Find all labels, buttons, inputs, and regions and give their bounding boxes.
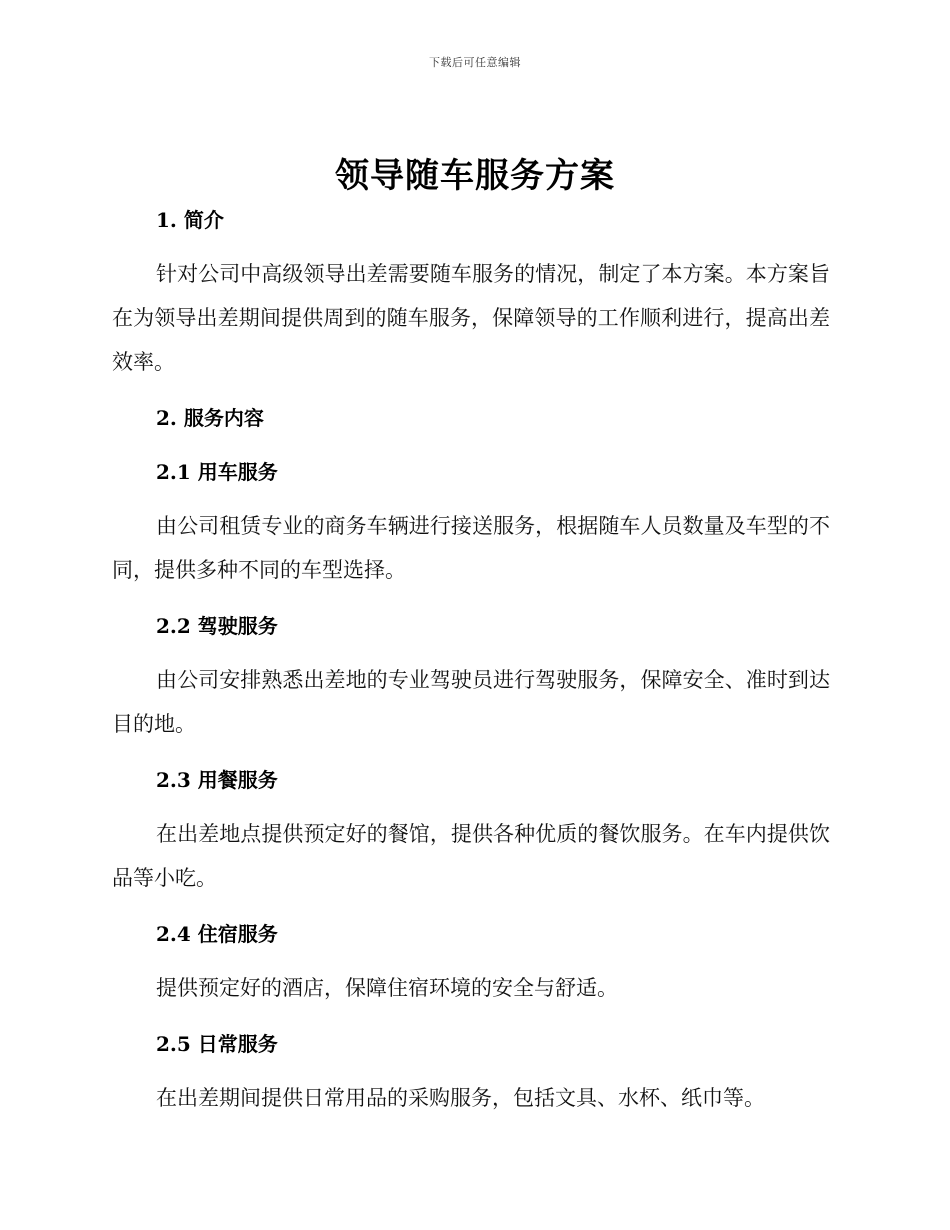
section-heading-lodging: 2.4 住宿服务	[156, 922, 278, 946]
section-text-daily: 在出差期间提供日常用品的采购服务，包括文具、水杯、纸巾等。	[156, 1086, 765, 1110]
section-heading-driving: 2.2 驾驶服务	[156, 614, 278, 638]
document-body	[112, 200, 830, 1120]
section-text-dining: 在出差地点提供预定好的餐馆，提供各种优质的餐饮服务。在车内提供饮品等小吃。	[112, 822, 830, 890]
section-text-lodging: 提供预定好的酒店，保障住宿环境的安全与舒适。	[156, 976, 618, 1000]
section-heading-car: 2.1 用车服务	[156, 460, 278, 484]
section-heading-dining: 2.3 用餐服务	[156, 768, 278, 792]
section-heading-daily: 2.5 日常服务	[156, 1032, 278, 1056]
section-text-intro: 针对公司中高级领导出差需要随车服务的情况，制定了本方案。本方案旨在为领导出差期间提供周到的随车服务，保障领导的工作顺利进行，提高出差效率。	[112, 262, 830, 374]
header-note: 下载后可任意编辑	[429, 56, 521, 69]
document-title: 领导随车服务方案	[335, 156, 615, 196]
section-heading-intro: 1. 简介	[156, 208, 224, 232]
section-heading-services: 2. 服务内容	[156, 406, 264, 430]
section-text-driving: 由公司安排熟悉出差地的专业驾驶员进行驾驶服务，保障安全、准时到达目的地。	[112, 668, 830, 736]
section-text-car: 由公司租赁专业的商务车辆进行接送服务，根据随车人员数量及车型的不同，提供多种不同的车型选择。	[112, 514, 830, 582]
